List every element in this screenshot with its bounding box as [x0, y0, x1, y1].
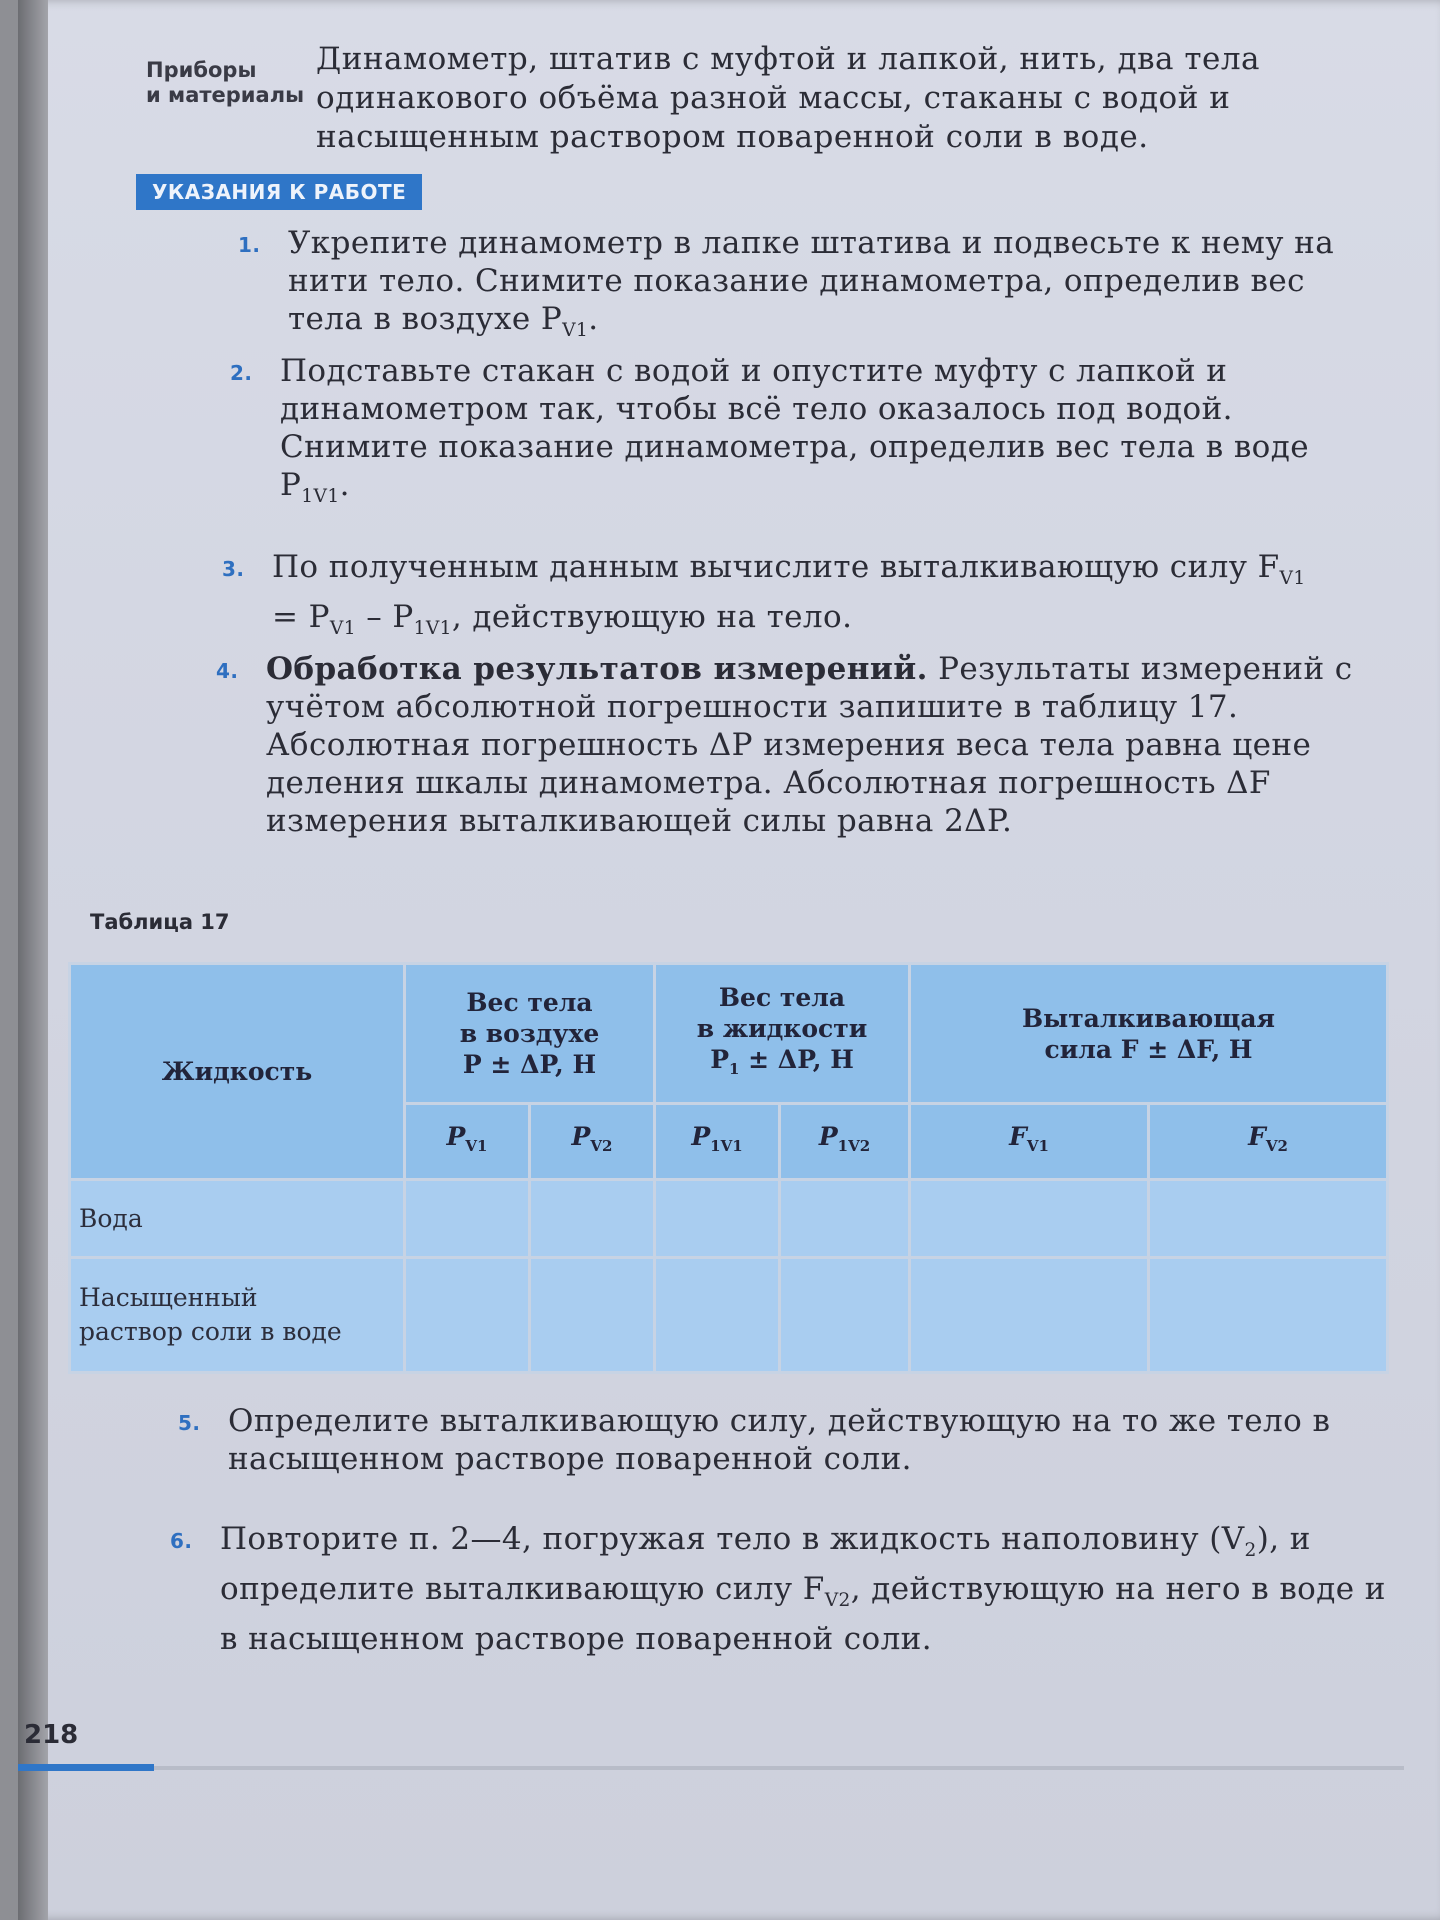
- footer-rule-accent: [18, 1764, 154, 1771]
- subheader-f-v1: $F_{V1}$: [910, 1104, 1149, 1180]
- table-cell: [405, 1180, 530, 1258]
- header-liquid: Жидкость: [70, 964, 405, 1180]
- step-text: ), и определите выталкивающую силу F: [220, 1521, 1311, 1608]
- step-tail: .: [588, 301, 599, 337]
- materials-text: Динамометр, штатив с муфтой и лапкой, нить, два тела одинакового объёма разной массы, стаканы с водой и насыщенным раствором поваренной соли в воде.: [316, 41, 1261, 155]
- table-cell: [530, 1180, 655, 1258]
- step-lead: Обработка результатов измерений.: [266, 651, 928, 687]
- subscript: 2: [1244, 1540, 1257, 1562]
- table-cell: [910, 1258, 1149, 1373]
- subscript: 1V1: [413, 618, 452, 640]
- subscript: V2: [824, 1590, 851, 1612]
- table-cell: [780, 1258, 910, 1373]
- step-number: 6.: [170, 1529, 193, 1553]
- step-number: 1.: [238, 233, 261, 257]
- table-cell: [910, 1180, 1149, 1258]
- table-row: [70, 1258, 1388, 1373]
- step-text: = P: [272, 599, 330, 636]
- subheader-p1-v1: $P_{1V1}$: [655, 1104, 780, 1180]
- subheader-p-v2: $P_{V2}$: [530, 1104, 655, 1180]
- step-text: Подставьте стакан с водой и опустите муфту с лапкой и динамометром так, чтобы всё тело оказалось под водой. Снимите показание динамометра, определив вес тела в воде P: [280, 353, 1309, 503]
- header-weight-air: Вес тела в воздухе P ± ΔP, Н: [405, 964, 655, 1104]
- step-text: – P: [355, 599, 414, 636]
- page-number: 218: [24, 1720, 79, 1750]
- step-2: [230, 352, 1340, 516]
- step-number: 5.: [178, 1411, 201, 1435]
- step-number: 3.: [222, 557, 245, 581]
- subscript: V1: [562, 320, 589, 342]
- table-caption: Таблица 17: [90, 910, 230, 934]
- subheader-p1-v2: $P_{1V2}$: [780, 1104, 910, 1180]
- table-row: [70, 1180, 1388, 1258]
- row-label-water: Вода: [70, 1180, 405, 1258]
- step-number: 4.: [216, 659, 239, 683]
- table-cell: [655, 1180, 780, 1258]
- table-cell: [1149, 1258, 1388, 1373]
- step-text: , действующую на него в воде и в насыщенном растворе поваренной соли.: [220, 1571, 1386, 1658]
- subscript: 1V1: [301, 486, 340, 508]
- step-text: По полученным данным вычислите выталкивающую силу F: [272, 549, 1280, 585]
- step-number: 2.: [230, 361, 253, 385]
- header-weight-liquid: Вес тела в жидкости $P_1 \pm \Delta P$, Н: [655, 964, 910, 1104]
- row-label-salt-solution: Насыщенный раствор соли в воде: [70, 1258, 405, 1373]
- step-5: [178, 1402, 1398, 1478]
- subscript: V1: [1279, 568, 1306, 590]
- step-4: [216, 650, 1356, 840]
- materials-label-line1: Приборы: [146, 58, 257, 82]
- step-text: Определите выталкивающую силу, действующую на то же тело в насыщенном растворе поваренной соли.: [228, 1403, 1331, 1477]
- step-text: Результаты измерений с учётом абсолютной погрешности запишите в таблицу 17. Абсолютная погрешность ΔP измерения веса тела равна цене деления шкалы динамометра. Абсолютная погрешность ΔF измерения выталкивающей силы равна 2ΔP.: [266, 651, 1353, 839]
- step-1: [238, 224, 1338, 350]
- table-cell: [1149, 1180, 1388, 1258]
- step-text: , действующую на тело.: [451, 599, 853, 636]
- materials-label: [146, 58, 306, 108]
- book-binding: [18, 0, 48, 1920]
- footer-rule: [154, 1766, 1404, 1770]
- step-3: [222, 548, 1342, 648]
- results-table: [68, 962, 1389, 1374]
- step-text: Укрепите динамометр в лапке штатива и подвесьте к нему на нити тело. Снимите показание динамометра, определив вес тела в воздухе P: [288, 225, 1335, 337]
- subheader-f-v2: $F_{V2}$: [1149, 1104, 1388, 1180]
- step-text: Повторите п. 2—4, погружая тело в жидкость наполовину (V: [220, 1521, 1245, 1557]
- table-cell: [530, 1258, 655, 1373]
- section-badge: УКАЗАНИЯ К РАБОТЕ: [136, 174, 422, 210]
- materials-label-line2: и материалы: [146, 83, 305, 107]
- step-6: [170, 1520, 1400, 1658]
- header-buoyant-force: Выталкивающая сила F ± ΔF, Н: [910, 964, 1388, 1104]
- subheader-p-v1: $P_{V1}$: [405, 1104, 530, 1180]
- table-cell: [655, 1258, 780, 1373]
- subscript: V1: [329, 618, 356, 640]
- table-cell: [405, 1258, 530, 1373]
- textbook-page: [18, 0, 1440, 1920]
- step-tail: .: [339, 467, 350, 503]
- table-cell: [780, 1180, 910, 1258]
